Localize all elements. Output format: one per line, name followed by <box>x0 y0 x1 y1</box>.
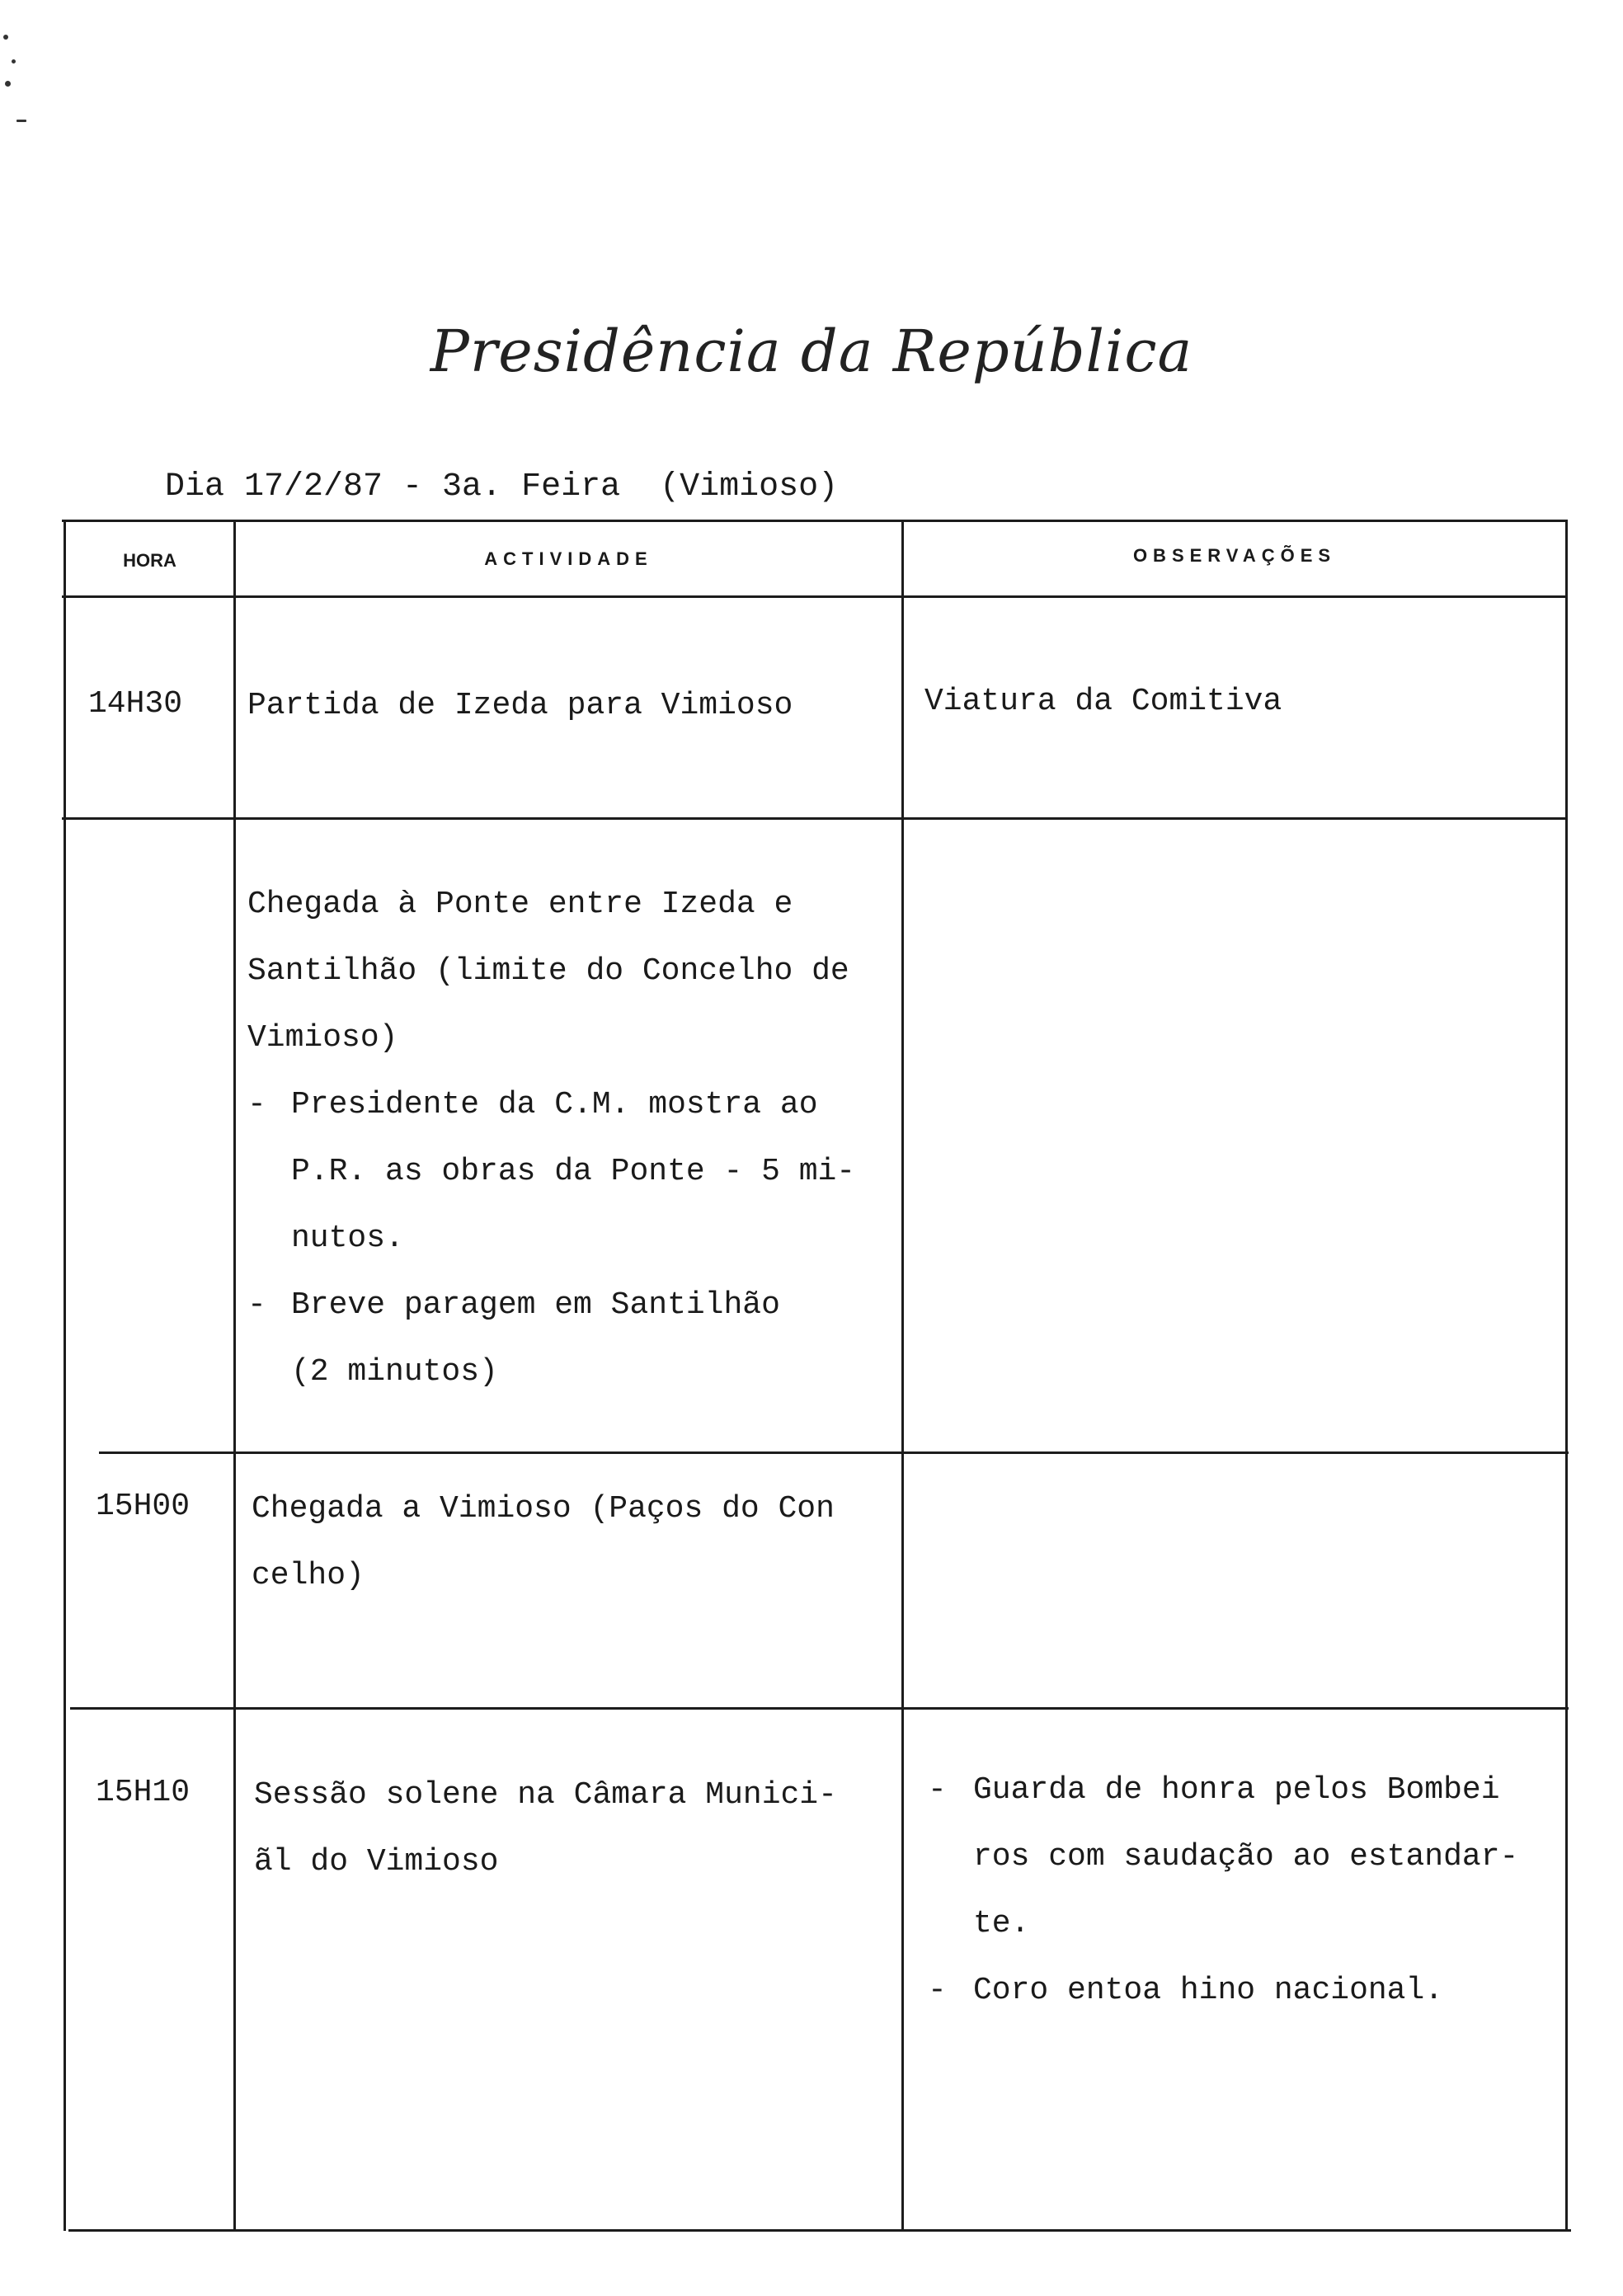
column-divider-2 <box>901 520 904 2231</box>
row-4-obs-line: te. <box>973 1906 1030 1941</box>
row-4-obs-line: Coro entoa hino nacional. <box>973 1973 1444 2008</box>
row-3-hora: 15H00 <box>96 1489 191 1524</box>
letterhead: Presidência da República <box>430 318 1193 385</box>
scan-speck <box>16 120 26 122</box>
row-2-bullet-line: (2 minutos) <box>291 1354 498 1390</box>
row-2-intro-line: Chegada à Ponte entre Izeda e <box>247 887 793 922</box>
row-1-actividade-line: Partida de Izeda para Vimioso <box>247 688 793 723</box>
row-4-obs-line: Guarda de honra pelos Bombei <box>973 1772 1500 1808</box>
row-1-hora: 14H30 <box>88 686 183 722</box>
column-divider-1 <box>233 520 236 2231</box>
row-4-obs-bullet <box>928 1757 1518 1957</box>
row-divider-1 <box>62 817 1567 820</box>
scan-speck <box>3 35 8 40</box>
header-observacoes: OBSERVAÇÕES <box>1132 545 1337 566</box>
row-2-bullet-line: nutos. <box>291 1221 404 1256</box>
row-divider-2 <box>99 1451 1569 1454</box>
row-2-actividade <box>247 871 855 1405</box>
bullet-dash: - <box>928 1973 947 2008</box>
row-3-actividade-line: Chegada a Vimioso (Paços do Con <box>252 1491 835 1527</box>
scan-speck <box>12 59 16 64</box>
row-4-actividade <box>254 1762 837 1895</box>
row-4-obs-bullet <box>928 1957 1518 2024</box>
row-4-obs-line: ros com saudação ao estandar- <box>973 1839 1519 1875</box>
table-left-border <box>64 520 66 2231</box>
bullet-dash: - <box>928 1772 947 1808</box>
row-2-bullet <box>247 1071 855 1272</box>
row-1-observacoes <box>924 668 1282 735</box>
table-bottom-border <box>68 2229 1571 2232</box>
row-2-bullet-line: Breve paragem em Santilhão <box>291 1287 780 1323</box>
bullet-dash: - <box>247 1287 266 1323</box>
row-4-hora: 15H10 <box>96 1775 191 1810</box>
row-4-actividade-line: Sessão solene na Câmara Munici- <box>254 1777 837 1813</box>
table-top-border <box>62 520 1567 522</box>
row-1-actividade <box>247 672 793 739</box>
row-3-actividade <box>252 1475 835 1609</box>
scan-speck <box>5 81 11 87</box>
date-line: Dia 17/2/87 - 3a. Feira (Vimioso) <box>165 468 839 506</box>
table-right-border <box>1565 520 1568 2231</box>
row-3-actividade-line: celho) <box>252 1558 365 1593</box>
row-divider-3 <box>70 1707 1569 1710</box>
header-actividade: ACTIVIDADE <box>484 548 653 569</box>
header-hora: HORA <box>123 550 176 571</box>
row-2-bullet <box>247 1272 855 1405</box>
row-2-bullet-line: P.R. as obras da Ponte - 5 mi- <box>291 1154 856 1189</box>
row-2-intro-line: Vimioso) <box>247 1020 398 1056</box>
row-2-intro-line: Santilhão (limite do Concelho de <box>247 953 849 989</box>
row-1-observacoes-line: Viatura da Comitiva <box>924 684 1282 719</box>
row-2-bullet-line: Presidente da C.M. mostra ao <box>291 1087 818 1122</box>
bullet-dash: - <box>247 1087 266 1122</box>
table-header-divider <box>62 595 1567 598</box>
row-4-actividade-line: ãl do Vimioso <box>254 1844 499 1880</box>
row-4-observacoes <box>928 1757 1518 2024</box>
